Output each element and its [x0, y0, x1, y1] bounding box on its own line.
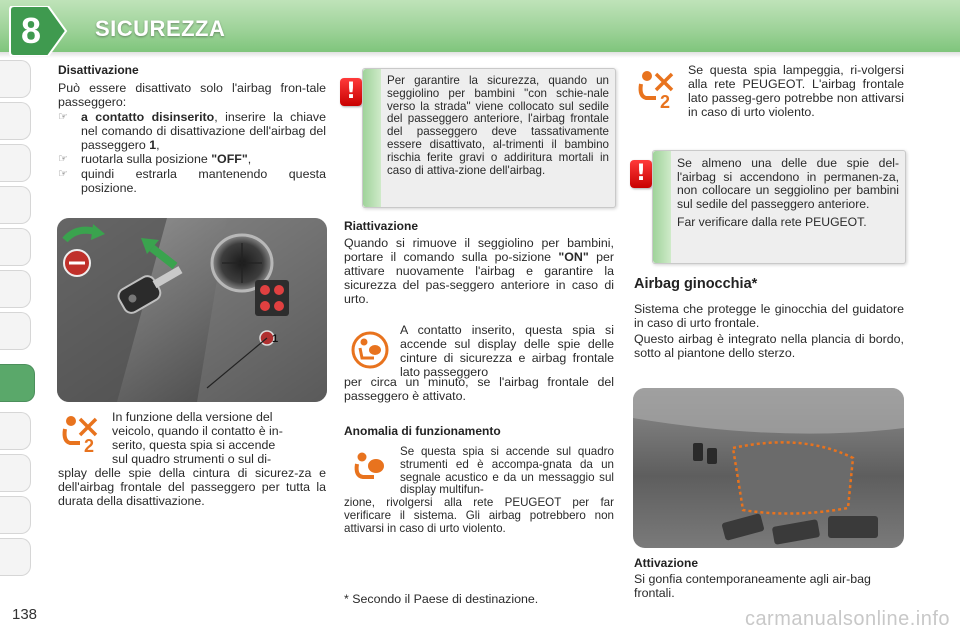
chapter-tab-5[interactable]: [0, 228, 31, 266]
chapter-tab-3[interactable]: [0, 144, 31, 182]
bullet-3-text: quindi estrarla mantenendo questa posizione.: [81, 167, 326, 195]
blink-note: Se questa spia lampeggia, ri-volgersi alla rete PEUGEOT. L'airbag frontale lato passeg-gero potrebbe non attivarsi in caso di urto violento.: [688, 63, 904, 119]
contact-note-top: A contatto inserito, questa spia si accende sul display delle spie delle cinture di sicurezza e airbag frontale lato passeggero: [400, 323, 614, 379]
airbag-lights-warning-box: [652, 150, 906, 264]
anomaly-note-top: Se questa spia si accende sul quadro strumenti ed è accompa-gnata da un segnale acustico e da un messaggio sul display multifun-: [400, 445, 614, 497]
footnote: * Secondo il Paese di destinazione.: [344, 592, 539, 606]
watermark: carmanualsonline.info: [744, 608, 950, 630]
chapter-tab-1[interactable]: [0, 60, 31, 98]
chapter-tab-2[interactable]: [0, 102, 31, 140]
airbag-fault-icon: [352, 450, 390, 486]
svg-text:2: 2: [84, 436, 95, 453]
chapter-tab-10[interactable]: [0, 454, 31, 492]
activation-heading: Attivazione: [634, 556, 699, 570]
child-seat-warning-text: Per garantire la sicurezza, quando un seggiolino per bambini "con schie-nale verso la strada" viene collocato sul sedile del passeggero anteriore, l'airbag frontale del passeggero deve tassativamente essere disattivato, al-trimenti il bambino rischia ferite gravi o addiritura mortali in caso di attiva-zione dell'airbag.: [387, 74, 609, 177]
bullet-2-text: ruotarla sulla posizione "OFF",: [81, 152, 252, 166]
page-title: SICUREZZA: [95, 16, 226, 41]
deactivation-note-line4: sul quadro strumenti o sul di-: [112, 452, 272, 466]
warning-paragraph-2: Far verificare dalla rete PEUGEOT.: [677, 215, 867, 229]
page-number: 138: [12, 606, 38, 623]
chapter-tab-12[interactable]: [0, 538, 31, 576]
warning-box-bar: [363, 69, 381, 207]
warning-paragraph-1: Se almeno una delle due spie del-l'airbag si accendono in permanen-za, non collocare un seggiolino per bambini sul sedile del passeggero anteriore.: [677, 156, 899, 211]
chapter-tab-9[interactable]: [0, 412, 31, 450]
knee-airbag-photo: [633, 388, 904, 548]
airbag-lights-warning-text: [677, 157, 899, 230]
passenger-airbag-icon: [350, 330, 390, 370]
deactivation-note-line3: serito, questa spia si accende: [112, 438, 276, 452]
chapter-tab-4[interactable]: [0, 186, 31, 224]
passenger-airbag-switch-photo: [57, 218, 327, 402]
warning-exclamation-icon: !: [630, 160, 652, 188]
diagram-callout-1: 1: [272, 333, 279, 345]
bullet-arrow-icon: ☞: [58, 111, 68, 123]
svg-text:2: 2: [660, 92, 671, 110]
deactivation-note-rest: splay delle spie della cintura di sicurez-za e dell'airbag frontale del passeggero per tutta la durata della disattivazione.: [58, 466, 326, 508]
bullet-1-text: a contatto disinserito, inserire la chiave nel comando di disattivazione dell'airbag del passeggero 1,: [81, 110, 326, 152]
bullet-arrow-icon: ☞: [58, 153, 68, 165]
knee-airbag-p2: Questo airbag è integrato nella plancia di bordo, sotto al piantone dello sterzo.: [634, 332, 904, 360]
reactivation-text: Quando si rimuove il seggiolino per bambini, portare il comando sulla po-sizione "ON" per attivare nuovamente l'airbag e garantire la sicurezza del pas-seggero anteriore in caso di urto.: [344, 236, 614, 306]
contact-note-rest: per circa un minuto, se l'airbag frontale del passeggero è attivato.: [344, 375, 614, 403]
anomaly-note-rest: zione, rivolgersi alla rete PEUGEOT per far verificare il sistema. Gli airbag potrebbero non attivarsi in caso di urto violento.: [344, 496, 614, 535]
airbag-off-icon: [60, 413, 102, 453]
activation-text: Si gonfia contemporaneamente agli air-bag frontali.: [634, 572, 871, 600]
chapter-badge: [8, 6, 68, 56]
deactivation-intro: Può essere disattivato solo l'airbag fron-tale passeggero:: [58, 81, 326, 109]
deactivation-note-line2: veicolo, quando il contatto è in-: [112, 424, 283, 438]
warning-exclamation-icon: !: [340, 78, 362, 106]
bullet-3: [58, 167, 326, 197]
chapter-tabs: [0, 60, 36, 580]
airbag-off-blink-icon: [636, 68, 678, 110]
deactivation-heading: Disattivazione: [58, 63, 139, 77]
knee-airbag-zone: [733, 442, 853, 513]
chapter-tab-6[interactable]: [0, 270, 31, 308]
chapter-tab-8-active[interactable]: [0, 364, 35, 402]
deactivation-note-line1: In funzione della versione del: [112, 410, 273, 424]
chapter-number: 8: [20, 10, 42, 51]
child-seat-warning-box: [362, 68, 616, 208]
warning-box-bar: [653, 151, 671, 263]
reactivation-heading: Riattivazione: [344, 219, 419, 233]
bullet-1: [58, 110, 326, 154]
anomaly-heading: Anomalia di funzionamento: [344, 424, 501, 438]
bullet-arrow-icon: ☞: [58, 168, 68, 180]
knee-airbag-heading: Airbag ginocchia*: [634, 276, 758, 292]
knee-airbag-p1: Sistema che protegge le ginocchia del guidatore in caso di urto frontale.: [634, 302, 904, 330]
chapter-tab-7[interactable]: [0, 312, 31, 350]
bullet-2: [58, 152, 326, 168]
chapter-tab-11[interactable]: [0, 496, 31, 534]
